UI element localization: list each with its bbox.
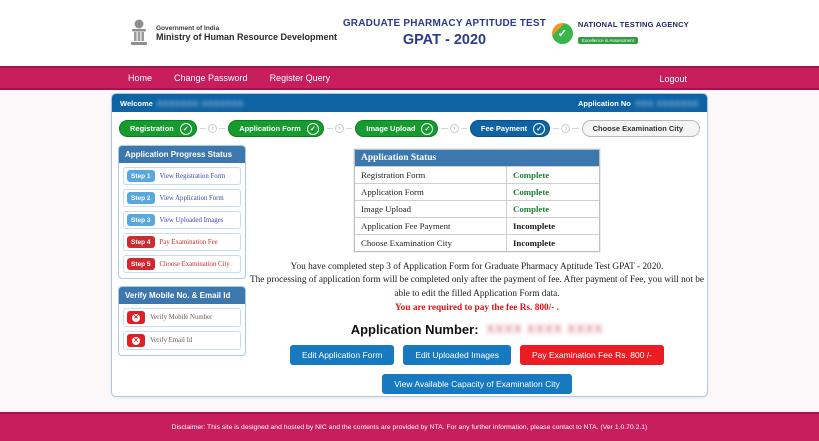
status-row-application-form xyxy=(355,183,599,200)
sidebar-item-label: Choose Examination City xyxy=(159,260,230,268)
status-table-rows xyxy=(355,166,599,251)
notice-text xyxy=(246,261,708,316)
application-card xyxy=(111,93,708,397)
verify-item-verify-mobile-number[interactable] xyxy=(123,308,241,327)
ministry-text xyxy=(156,25,337,42)
step-pill-application-form[interactable] xyxy=(228,120,324,137)
step-pill-choose-examination-city[interactable] xyxy=(582,120,700,137)
government-logo xyxy=(128,18,337,48)
gov-line1: Government of India xyxy=(156,24,220,32)
edit-uploaded-images-button[interactable]: Edit Uploaded Images xyxy=(403,345,511,365)
step-pill-label: Image Upload xyxy=(366,124,416,133)
application-no-label: Application No xyxy=(577,98,631,108)
status-row-registration-form xyxy=(355,166,599,183)
notice-line2: The processing of application form will be completed only after the payment of fee. After payment of Fee, you will not be able to edit the filled Application Form data. xyxy=(249,275,705,299)
step-badge: Step 1 xyxy=(127,170,155,182)
verify-panel xyxy=(118,286,246,356)
nta-check-icon: ✓ xyxy=(552,23,573,44)
verify-item-verify-email-id[interactable] xyxy=(123,331,241,350)
step-check-icon: ✓ xyxy=(180,123,192,135)
nta-name: NATIONAL TESTING AGENCY xyxy=(577,19,689,29)
nav-item-logout[interactable]: Logout xyxy=(659,74,687,84)
welcome-bar xyxy=(112,94,707,112)
nav-item-register-query[interactable]: Register Query xyxy=(269,73,331,83)
status-row-choose-examination-city xyxy=(355,234,599,251)
step-pill-registration[interactable] xyxy=(119,120,197,137)
application-no-redacted: XXX XXXXXXX xyxy=(635,98,699,108)
sidebar-item-view-registration-form[interactable] xyxy=(123,167,241,185)
stepper xyxy=(119,120,700,137)
step-pill-fee-payment[interactable] xyxy=(470,120,550,137)
header xyxy=(0,0,819,66)
footer-disclaimer: Disclaimer: This site is designed and hosted by NIC and the contents are provided by NTA. For any further information, please contact to NTA. (Ver 1.0.70.2.1) xyxy=(171,424,648,431)
progress-panel xyxy=(118,145,246,279)
step-connector: › xyxy=(553,124,578,133)
fee-required-line: You are required to pay the fee Rs. 800/- . xyxy=(395,303,559,314)
notice-line1: You have completed step 3 of Application Form for Graduate Pharmacy Aptitude Test GPAT - 2020. xyxy=(290,262,664,272)
status-row-image-upload xyxy=(355,200,599,217)
page-title xyxy=(343,18,546,48)
sidebar-item-label: View Uploaded Images xyxy=(159,216,224,224)
verify-item-label: Verify Mobile Number xyxy=(150,314,213,321)
main-nav xyxy=(0,66,819,90)
step-check-icon: ✓ xyxy=(307,123,319,135)
status-row-value: Complete xyxy=(513,170,550,180)
pay-examination-fee-button[interactable]: Pay Examination Fee Rs. 800 /- xyxy=(520,345,664,365)
status-row-label: Application Fee Payment xyxy=(355,218,507,234)
not-verified-icon: ✕ xyxy=(127,334,145,347)
exam-year-line: GPAT - 2020 xyxy=(402,32,487,48)
step-badge: Step 3 xyxy=(127,214,155,226)
nta-tagline: Excellence in Assessment xyxy=(578,37,638,44)
step-pill-label: Choose Examination City xyxy=(592,124,684,133)
step-pill-label: Application Form xyxy=(239,124,301,133)
application-number-redacted: XXXX XXXX XXXX xyxy=(486,322,604,337)
step-pill-label: Registration xyxy=(130,124,174,133)
status-row-value: Incomplete xyxy=(513,238,556,248)
verify-rows xyxy=(119,304,245,355)
step-pill-label: Fee Payment xyxy=(480,124,528,133)
status-row-value: Complete xyxy=(513,187,550,197)
sidebar-item-choose-examination-city[interactable] xyxy=(123,255,241,273)
footer xyxy=(0,412,819,441)
progress-panel-title: Application Progress Status xyxy=(119,146,245,163)
sidebar-item-pay-examination-fee[interactable] xyxy=(123,233,241,251)
application-status-table xyxy=(354,149,600,252)
step-connector: › xyxy=(327,124,352,133)
sidebar xyxy=(118,145,246,394)
nta-logo xyxy=(552,20,689,47)
status-row-application-fee-payment xyxy=(355,217,599,234)
not-verified-icon: ✕ xyxy=(127,311,145,324)
status-row-value: Incomplete xyxy=(513,221,556,231)
sidebar-item-view-application-form[interactable] xyxy=(123,189,241,207)
sidebar-item-view-uploaded-images[interactable] xyxy=(123,211,241,229)
content xyxy=(246,145,708,394)
step-badge: Step 5 xyxy=(127,258,155,270)
step-check-icon: ✓ xyxy=(533,123,545,135)
status-row-label: Registration Form xyxy=(355,167,507,183)
sidebar-item-label: View Registration Form xyxy=(159,172,226,180)
nav-item-change-password[interactable]: Change Password xyxy=(174,73,248,83)
nav-item-home[interactable]: Home xyxy=(128,73,153,83)
status-row-label: Choose Examination City xyxy=(355,235,507,251)
view-capacity-button[interactable]: View Available Capacity of Examination City xyxy=(382,374,572,394)
step-badge: Step 2 xyxy=(127,192,155,204)
gov-line2: Ministry of Human Resource Development xyxy=(156,31,338,42)
ashoka-emblem-icon xyxy=(128,18,150,48)
welcome-label: Welcome xyxy=(120,98,153,108)
status-row-label: Image Upload xyxy=(355,201,507,217)
candidate-name-redacted: XXXXXXX XXXXXXX xyxy=(156,98,245,108)
verify-item-label: Verify Email Id xyxy=(150,337,193,344)
progress-steps xyxy=(119,163,245,278)
application-number-row xyxy=(351,322,604,337)
nav-left xyxy=(128,73,330,83)
action-buttons xyxy=(290,345,664,365)
step-badge: Step 4 xyxy=(127,236,155,248)
verify-panel-title: Verify Mobile No. & Email Id xyxy=(119,287,245,304)
status-row-label: Application Form xyxy=(355,184,507,200)
step-pill-image-upload[interactable] xyxy=(355,120,438,137)
status-row-value: Complete xyxy=(513,204,550,214)
sidebar-item-label: View Application Form xyxy=(159,194,224,202)
step-check-icon: ✓ xyxy=(421,123,433,135)
exam-title-line: GRADUATE PHARMACY APTITUDE TEST xyxy=(342,18,547,29)
status-table-title: Application Status xyxy=(355,150,599,166)
edit-application-form-button[interactable]: Edit Application Form xyxy=(290,345,394,365)
step-connector: › xyxy=(441,124,466,133)
sidebar-item-label: Pay Examination Fee xyxy=(159,238,218,246)
application-number-label: Application Number: xyxy=(350,321,479,337)
step-connector: › xyxy=(200,124,225,133)
main-area xyxy=(0,90,819,412)
